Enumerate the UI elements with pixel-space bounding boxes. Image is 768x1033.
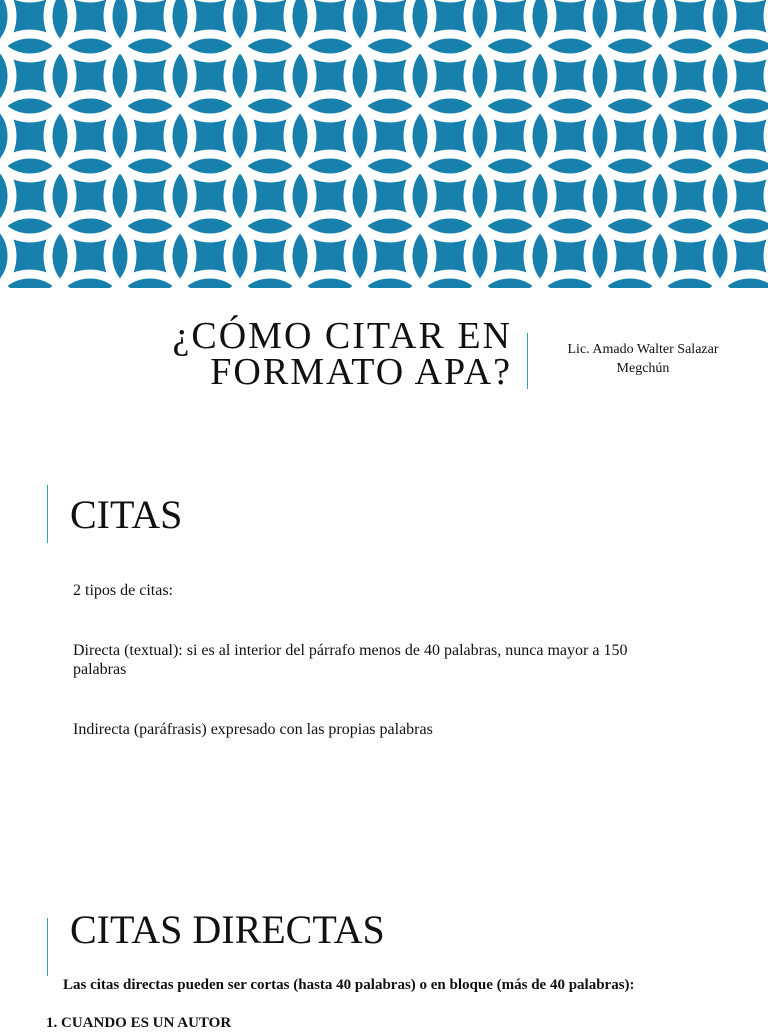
author-line-1: Lic. Amado Walter Salazar	[567, 342, 719, 357]
decorative-ring-pattern	[0, 0, 768, 288]
title-line-1: ¿CÓMO CITAR EN	[172, 315, 512, 357]
slide-heading: CITAS	[70, 492, 183, 537]
heading-accent-line	[47, 485, 48, 543]
paragraph-indirecta: Indirecta (paráfrasis) expresado con las propias palabras	[73, 721, 433, 738]
citas-slide	[0, 445, 768, 890]
list-item: 1. CUANDO ES UN AUTOR	[46, 1015, 232, 1031]
intro-text: Las citas directas pueden ser cortas (hasta 40 palabras) o en bloque (más de 40 palabras):	[63, 977, 635, 993]
title-line-2: FORMATO APA?	[210, 351, 512, 393]
author-line-2: Megchún	[616, 361, 670, 376]
citas-directas-slide	[0, 890, 768, 1031]
slide-heading: CITAS DIRECTAS	[70, 907, 385, 952]
title-divider-line	[527, 333, 528, 389]
paragraph-tipos: 2 tipos de citas:	[73, 582, 173, 599]
presentation-title	[120, 315, 512, 393]
heading-accent-line	[47, 918, 48, 976]
author-name	[558, 340, 728, 378]
title-slide	[0, 288, 768, 445]
paragraph-directa: Directa (textual): si es al interior del párrafo menos de 40 palabras, nunca mayor a 150 palabras	[73, 642, 628, 678]
